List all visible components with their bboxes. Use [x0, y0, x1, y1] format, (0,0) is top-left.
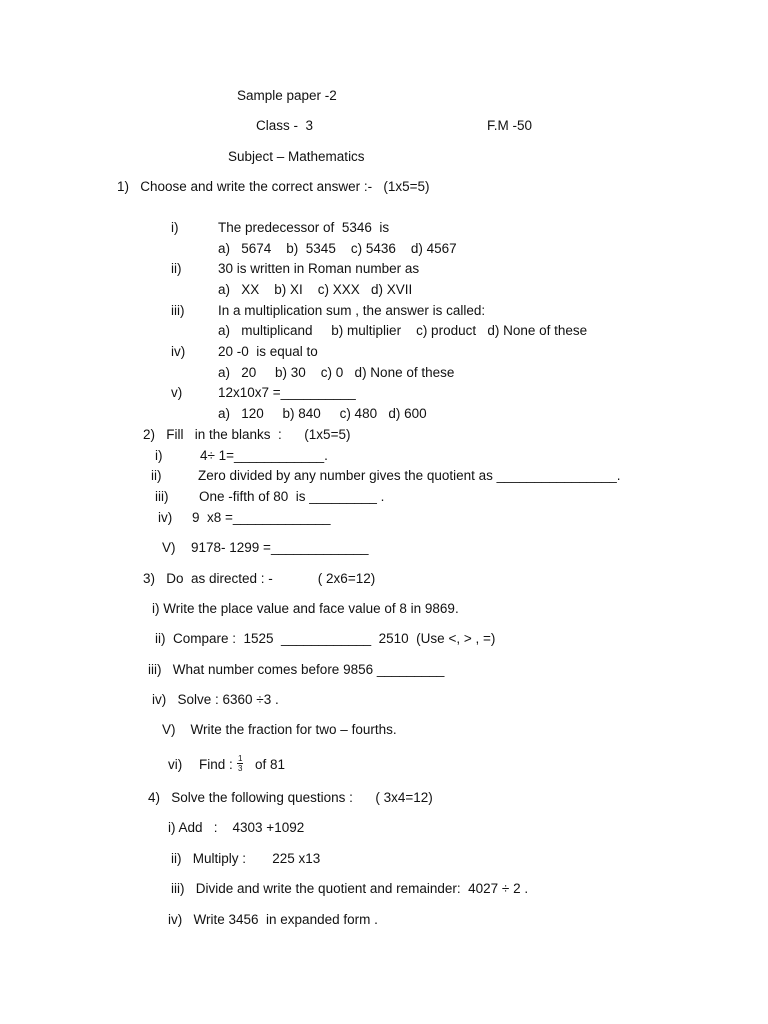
fraction-denominator: 3 — [238, 764, 243, 773]
q3-item: V) Write the fraction for two – fourths. — [162, 722, 397, 737]
q2-item-text: 9178- 1299 =_____________ — [191, 540, 369, 555]
question-3-title: 3) Do as directed : - ( 2x6=12) — [143, 571, 376, 586]
fraction-one-third — [237, 754, 243, 773]
q1-item-options: a) 5674 b) 5345 c) 5436 d) 4567 — [218, 241, 457, 256]
q1-item-number: iii) — [171, 303, 185, 318]
q1-item-options: a) 20 b) 30 c) 0 d) None of these — [218, 365, 455, 380]
q2-item-text: One -fifth of 80 is _________ . — [199, 489, 385, 504]
q4-item: i) Add : 4303 +1092 — [168, 820, 305, 835]
paper-title: Sample paper -2 — [237, 88, 337, 103]
q1-item-question: In a multiplication sum , the answer is called: — [218, 303, 486, 318]
q3-item: iii) What number comes before 9856 _________ — [148, 662, 445, 677]
subject-label: Subject – Mathematics — [228, 149, 365, 164]
q2-item-number: V) — [162, 540, 176, 555]
question-1-title: 1) Choose and write the correct answer :- (1x5=5) — [117, 179, 430, 194]
q1-item-number: v) — [171, 385, 183, 400]
q1-item-options: a) 120 b) 840 c) 480 d) 600 — [218, 406, 427, 421]
q2-item-number: iv) — [158, 510, 173, 525]
q2-item-number: i) — [155, 448, 163, 463]
q4-item: iii) Divide and write the quotient and remainder: 4027 ÷ 2 . — [171, 881, 529, 896]
q1-item-options: a) XX b) XI c) XXX d) XVII — [218, 282, 413, 297]
q3-item-number: vi) — [168, 757, 183, 772]
q1-item-question: 30 is written in Roman number as — [218, 261, 420, 276]
question-4-title: 4) Solve the following questions : ( 3x4=12) — [148, 790, 433, 805]
question-2-title: 2) Fill in the blanks : (1x5=5) — [143, 427, 351, 442]
q2-item-number: iii) — [155, 489, 169, 504]
q2-item-text: Zero divided by any number gives the quotient as ________________. — [198, 468, 621, 483]
q3-item: ii) Compare : 1525 ____________ 2510 (Use <, > , =) — [155, 631, 496, 646]
q2-item-text: 4÷ 1=____________. — [200, 448, 328, 463]
q2-item-number: ii) — [151, 468, 162, 483]
q1-item-number: iv) — [171, 344, 186, 359]
q1-item-number: ii) — [171, 261, 182, 276]
q2-item-text: 9 x8 =_____________ — [192, 510, 331, 525]
fraction-numerator: 1 — [238, 754, 243, 763]
q1-item-number: i) — [171, 220, 179, 235]
q4-item: iv) Write 3456 in expanded form . — [168, 912, 378, 927]
q1-item-question: The predecessor of 5346 is — [218, 220, 390, 235]
q4-item: ii) Multiply : 225 x13 — [171, 851, 321, 866]
class-label: Class - 3 — [256, 118, 314, 133]
q1-item-question: 12x10x7 =__________ — [218, 385, 356, 400]
q3-item-text-after: of 81 — [255, 757, 286, 772]
q3-item: iv) Solve : 6360 ÷3 . — [152, 692, 279, 707]
q1-item-options: a) multiplicand b) multiplier c) product d) None of these — [218, 323, 588, 338]
q3-item: i) Write the place value and face value of 8 in 9869. — [152, 601, 459, 616]
q1-item-question: 20 -0 is equal to — [218, 344, 318, 359]
q3-item-text: Find : — [199, 757, 233, 772]
full-marks-label: F.M -50 — [487, 118, 533, 133]
